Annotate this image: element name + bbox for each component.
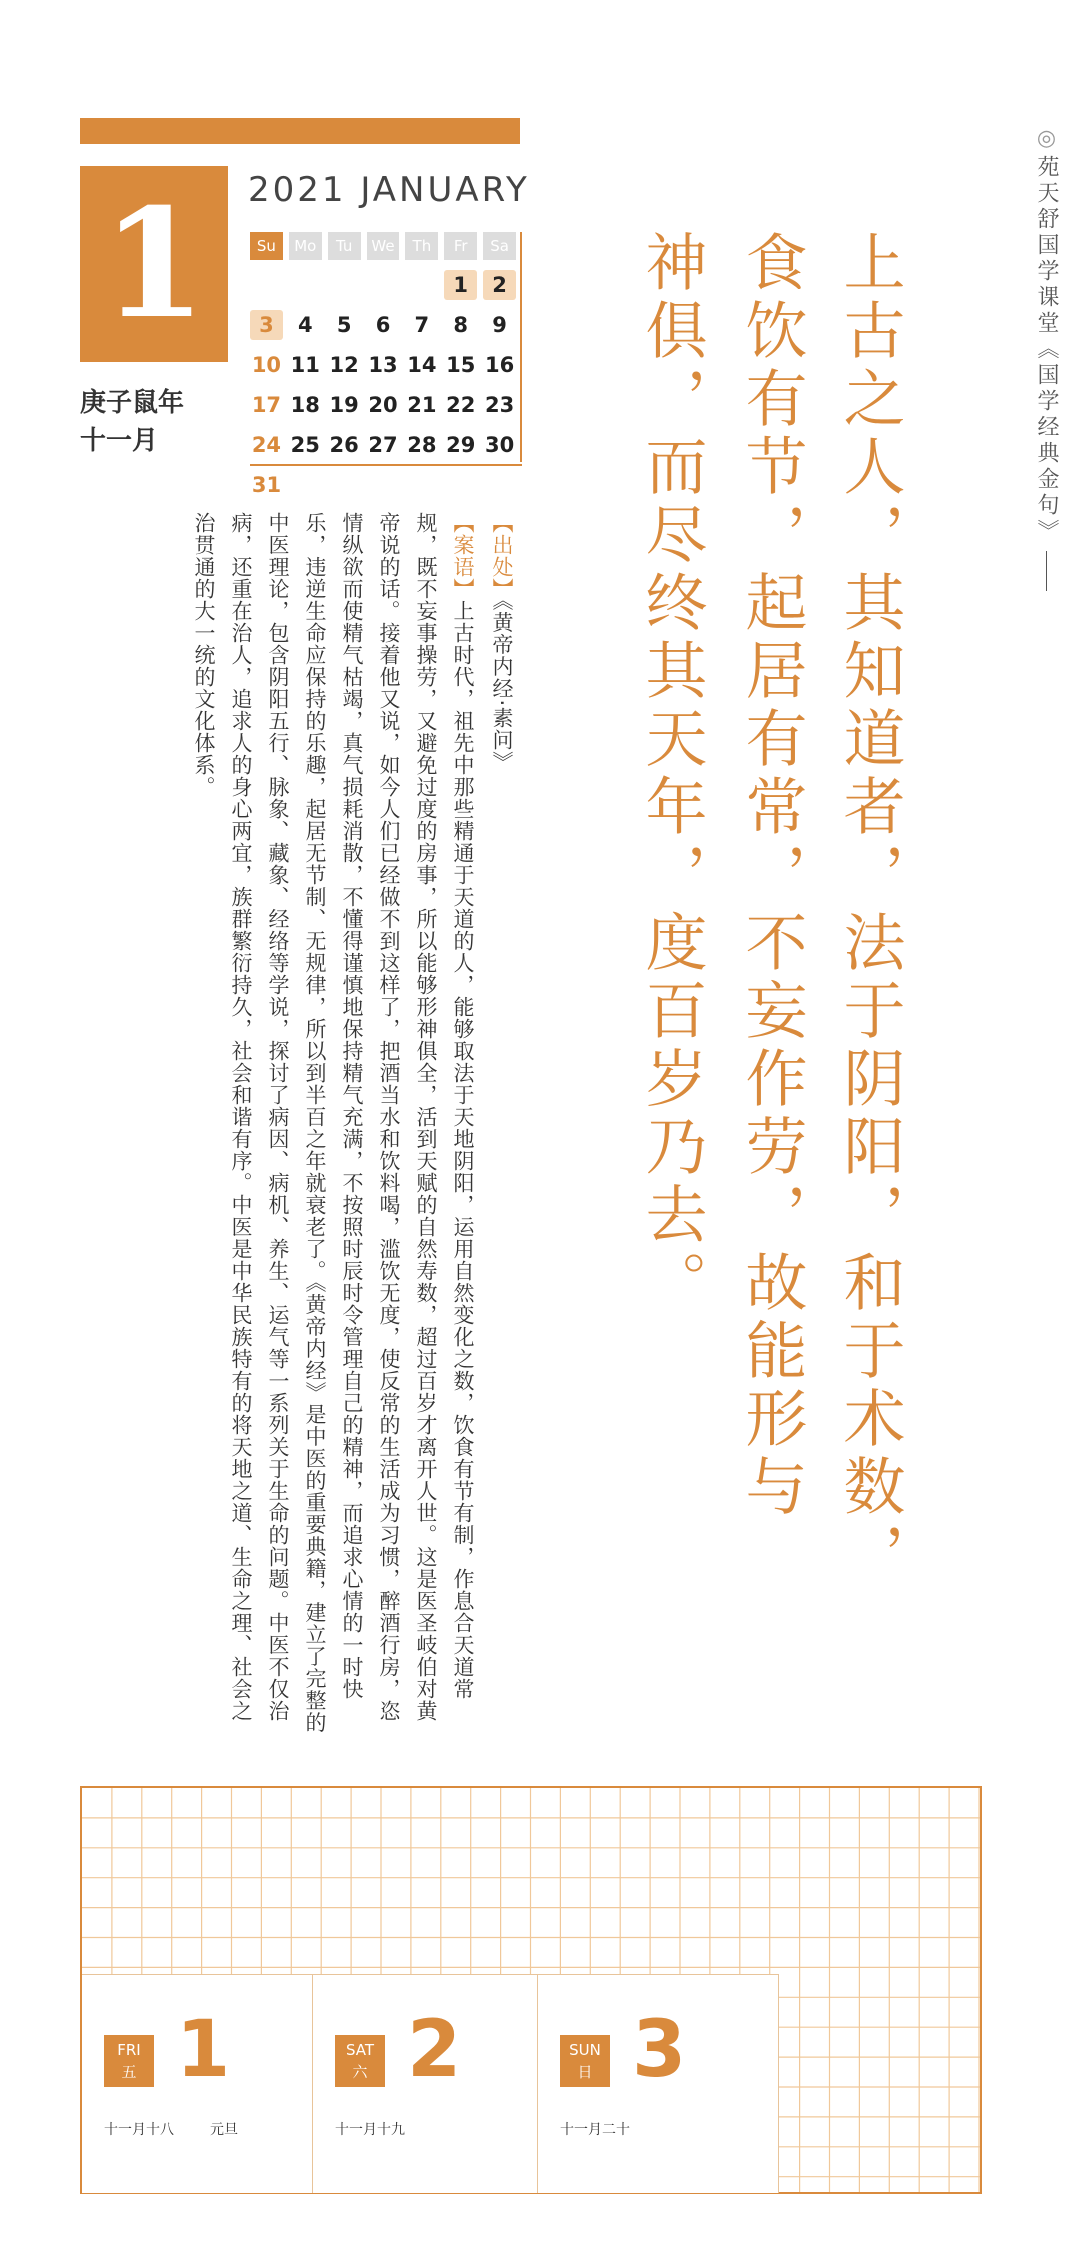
weekday-label: Mo [289, 232, 322, 260]
big-day-number: 1 [80, 166, 228, 362]
week-row [250, 270, 522, 300]
calendar-day: 26 [329, 433, 359, 457]
lunar-date: 十一月十九 [335, 2122, 405, 2138]
calendar-day: 10 [251, 353, 282, 377]
calendar-day: 3 [250, 310, 283, 340]
calendar-day [405, 270, 438, 300]
source-text: 《黄帝内经·素问》 [490, 600, 514, 774]
calendar-day: 19 [329, 393, 359, 417]
weekday-label: Fr [444, 232, 477, 260]
calendar-day: 9 [492, 313, 507, 337]
calendar-day: 15 [446, 353, 476, 377]
weekday-badge [335, 2035, 385, 2087]
holiday-label: 元旦 [210, 2122, 238, 2138]
weekday-label: We [367, 232, 400, 260]
note-text: 上古时代，祖先中那些精通于天道的人，能够取法于天地阴阳，运用自然变化之数，饮食有节有制，作息合天道常规，既不妄事操劳，又避免过度的房事，所以能够形神俱全，活到天赋的自然寿数，超过百岁才离开人世。这是医圣岐伯对黄帝说的话。接着他又说，如今人们已经做不到这样了，把酒当水和饮料喝，滥饮无度，使反常的生活成为习惯，醉酒行房，恣情纵欲而使精气枯竭，真气损耗消散，不懂得谨慎地保持精气充满，不按照时辰时令管理自己的精神，而追求心情的一时快乐，违逆生命应保持的乐趣，起居无节制、无规律，所以到半百之年就衰老了。《黄帝内经》是中医的重要典籍，建立了完整的中医理论，包含阴阳五行、脉象、藏象、经络等学说，探讨了病因、病机、养生、运气等一系列关于生命的问题。中医不仅治病，还重在治人，追求人的身心两宜，族群繁衍持久，社会和谐有序。中医是中华民族特有的将天地之道、生命之理、社会之治贯通的大一统的文化体系。 [192, 512, 475, 1734]
source-label: 【出处】 [490, 512, 514, 600]
header-bar [80, 118, 520, 144]
quote-column: 神俱，而尽终其天年，度百岁乃去。 [635, 230, 708, 1318]
calendar-day: 6 [375, 313, 391, 337]
weekday-badge [560, 2035, 610, 2087]
weekday-cn: 日 [577, 2063, 593, 2081]
weekday-cn: 六 [352, 2063, 368, 2081]
weekday-label: Su [250, 232, 283, 260]
calendar-day: 2 [483, 270, 516, 300]
calendar-day [328, 270, 361, 300]
calendar-day: 14 [407, 353, 437, 377]
brand-dash [1046, 551, 1047, 591]
note-paragraph [185, 512, 481, 1742]
weekday-label: Sa [483, 232, 516, 260]
day-number: 2 [407, 2005, 462, 2095]
weekday-label: Th [405, 232, 438, 260]
calendar-day: 16 [484, 353, 515, 377]
day-card [538, 1974, 779, 2193]
calendar-day: 21 [407, 393, 437, 417]
note-label: 【案语】 [451, 512, 475, 600]
day-card [82, 1974, 313, 2193]
day-number: 3 [632, 2005, 687, 2095]
calendar-day: 7 [414, 313, 430, 337]
year-month-title: 2021 JANUARY [248, 170, 530, 210]
calendar-day: 8 [453, 313, 469, 337]
source-line [483, 512, 520, 1742]
day-card [313, 1974, 538, 2193]
calendar-day: 1 [444, 270, 477, 300]
commentary [185, 512, 520, 1742]
month-calendar [250, 232, 522, 500]
brand-mark-icon: ◎ [1034, 126, 1059, 155]
calendar-day: 29 [446, 433, 476, 457]
grid-paper [80, 1786, 982, 2194]
calendar-day: 11 [290, 353, 320, 377]
calendar-divider [520, 232, 522, 462]
quote-column: 上古之人，其知道者，法于阴阳，和于术数， [833, 230, 906, 1590]
calendar-day: 5 [336, 313, 352, 337]
weekday-header [250, 232, 522, 260]
calendar-day: 18 [290, 393, 320, 417]
calendar-day: 30 [484, 433, 515, 457]
calendar-day [367, 270, 400, 300]
calendar-day [250, 270, 283, 300]
weekday-en: SUN [569, 2041, 601, 2059]
calendar-day [289, 270, 322, 300]
week-row [250, 470, 522, 500]
week-row [250, 350, 522, 380]
calendar-day: 13 [368, 353, 398, 377]
lunar-year: 庚子鼠年 [80, 388, 185, 418]
lunar-date: 十一月十八 [104, 2122, 174, 2138]
quote-column: 食饮有节，起居有常，不妄作劳，故能形与 [735, 230, 808, 1522]
calendar-day: 31 [251, 473, 282, 497]
calendar-day: 28 [407, 433, 437, 457]
calendar-divider [250, 464, 522, 466]
day-number: 1 [176, 2005, 231, 2095]
calendar-day: 17 [251, 393, 282, 417]
calendar-day: 25 [290, 433, 320, 457]
lunar-month: 十一月 [80, 426, 159, 456]
calendar-day: 22 [446, 393, 476, 417]
weekday-badge [104, 2035, 154, 2087]
calendar-day: 20 [368, 393, 398, 417]
weekday-en: FRI [117, 2041, 141, 2059]
brand-text: 苑天舒国学课堂《国学经典金句》 [1034, 155, 1059, 545]
week-row [250, 390, 522, 420]
brand-label [1031, 126, 1062, 591]
weekday-label: Tu [328, 232, 361, 260]
weekday-en: SAT [345, 2041, 375, 2059]
calendar-day: 4 [297, 313, 313, 337]
calendar-day: 24 [251, 433, 282, 457]
weekday-cn: 五 [121, 2063, 137, 2081]
week-row [250, 310, 522, 340]
calendar-day: 12 [329, 353, 359, 377]
calendar-day: 27 [368, 433, 398, 457]
calendar-day: 23 [484, 393, 515, 417]
week-row [250, 430, 522, 460]
lunar-date: 十一月二十 [560, 2122, 630, 2138]
